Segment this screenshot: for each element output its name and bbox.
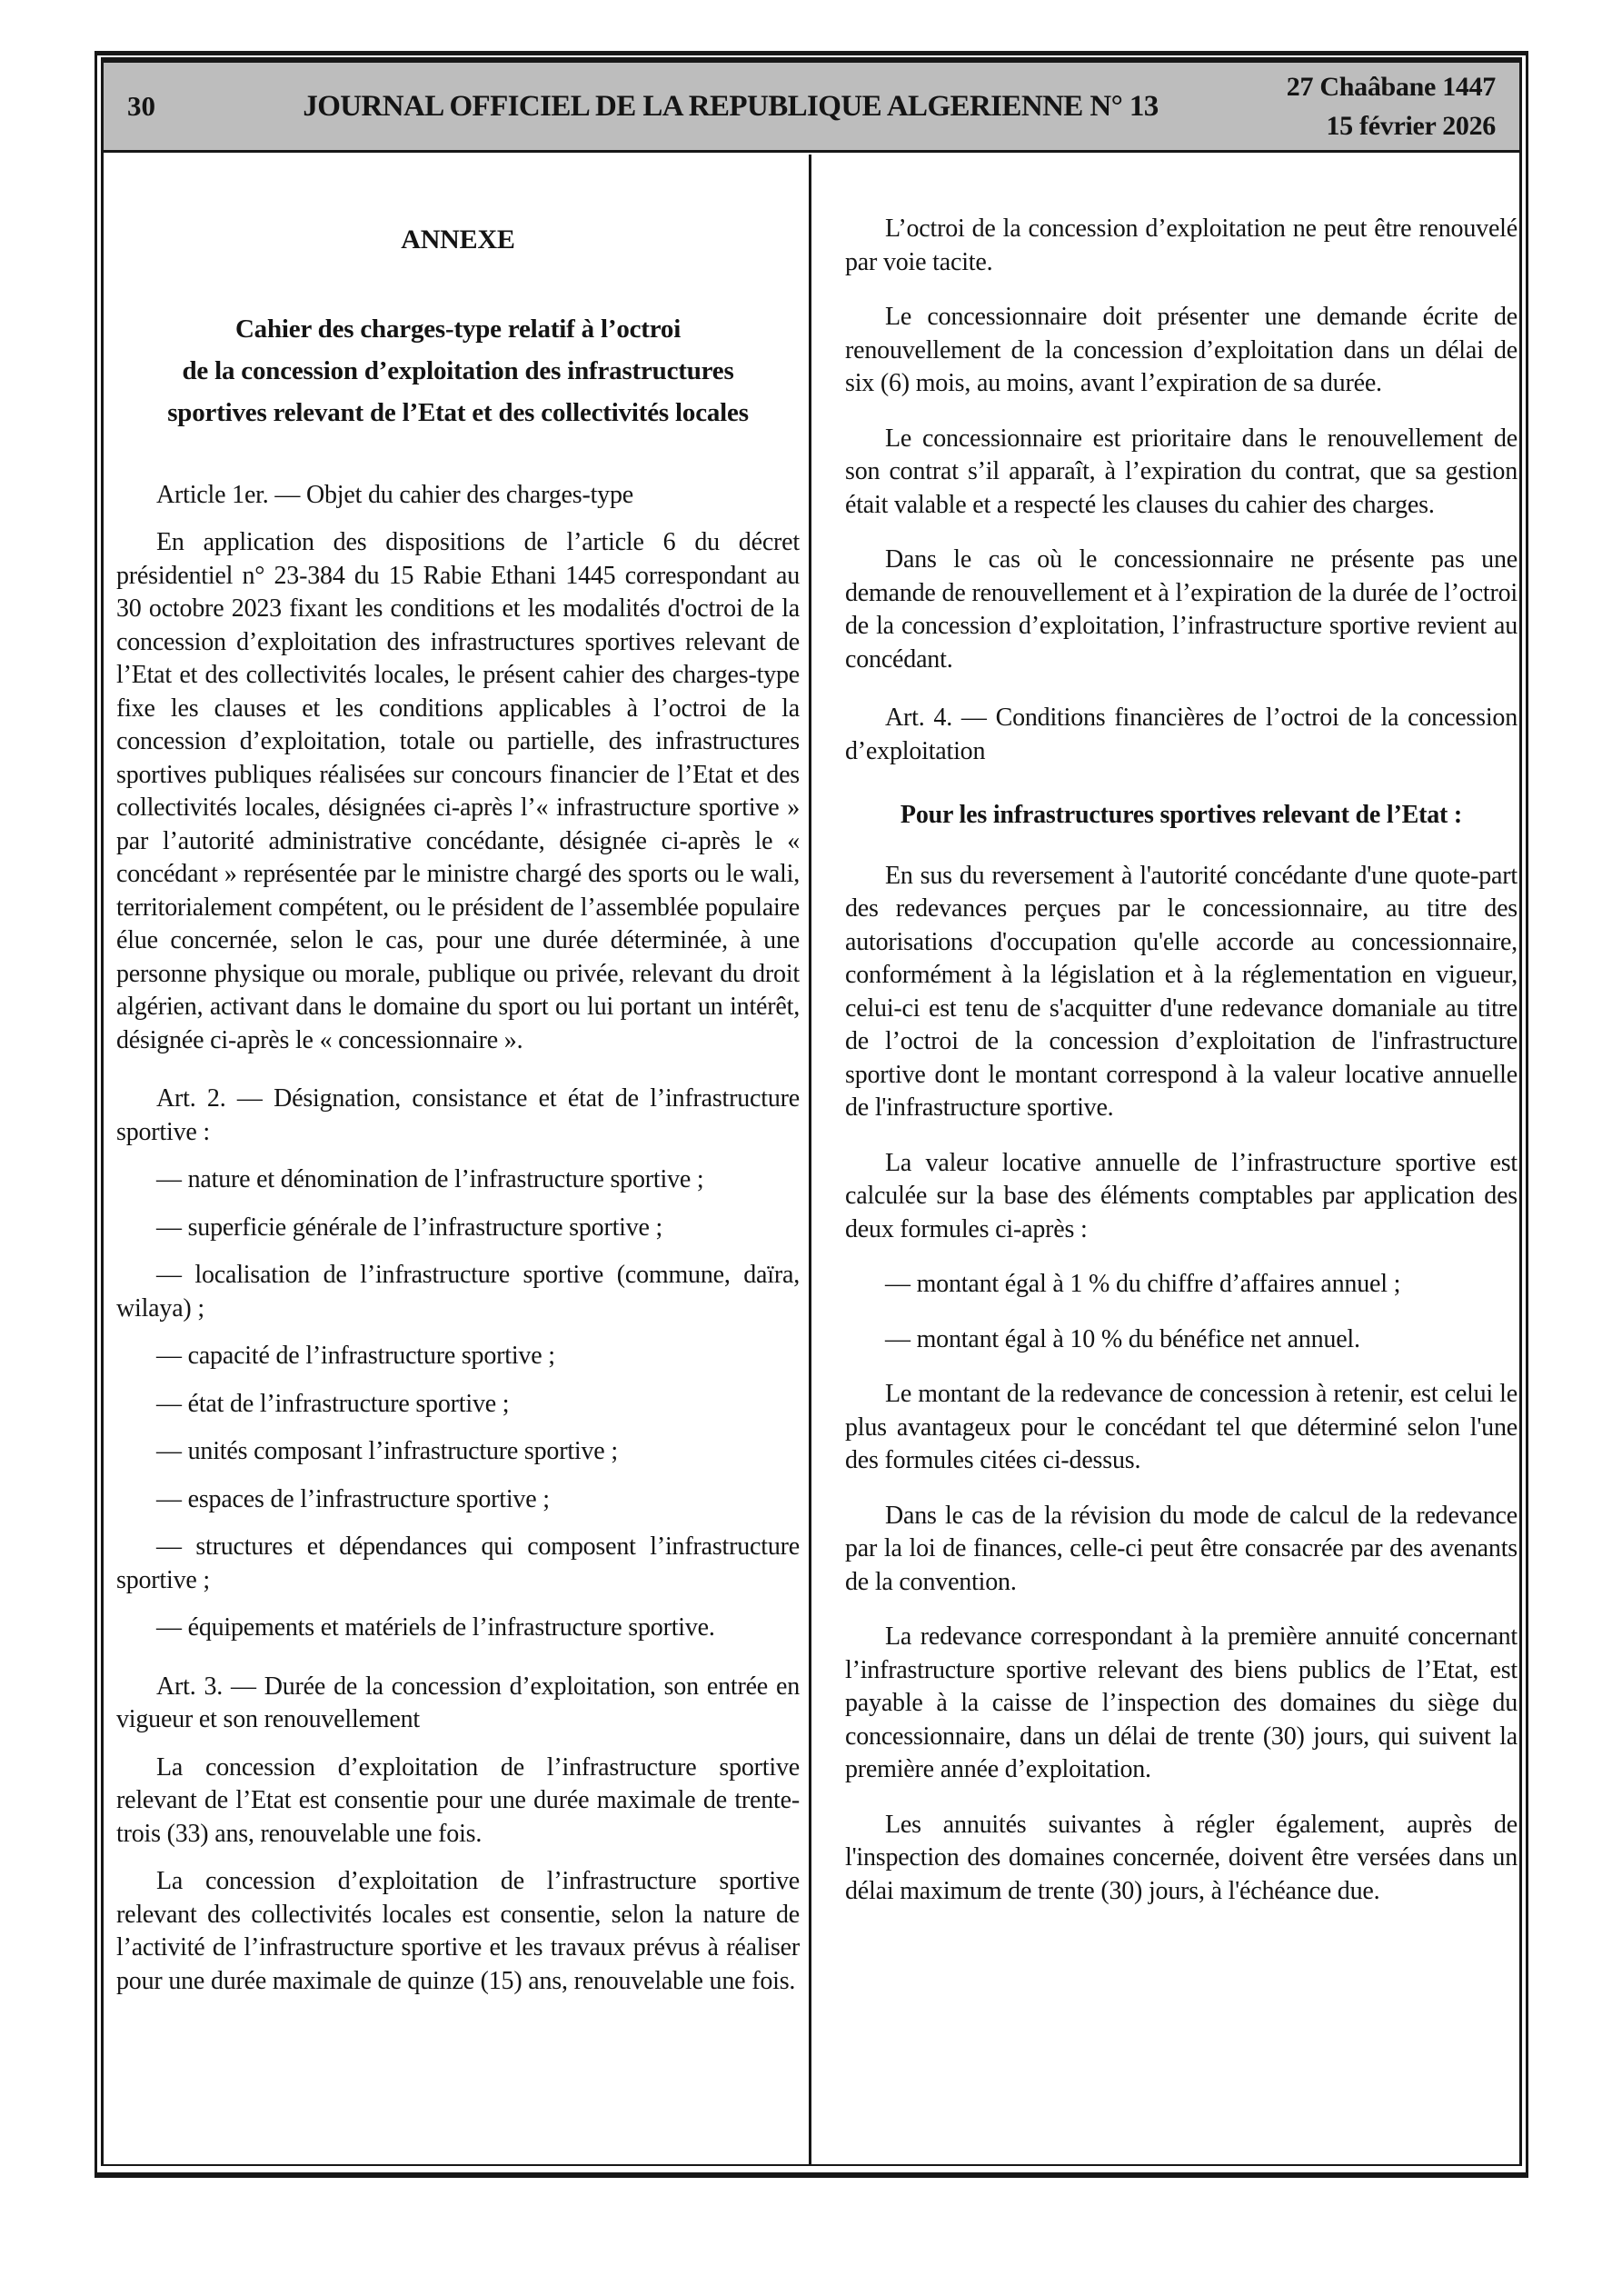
date-hijri: 27 Chaâbane 1447 [1286,72,1496,102]
page-number: 30 [127,90,155,122]
paragraph: Les annuités suivantes à régler également, auprès de l'inspection des domaines concernée, doivent être versées dans un délai maximum de trente (30) jours, à l'échéance due. [845,1810,1518,1905]
list-item: — localisation de l’infrastructure sportive (commune, daïra, wilaya) ; [116,1261,800,1323]
list-item: — espaces de l’infrastructure sportive ; [156,1484,550,1513]
list-item: — montant égal à 10 % du bénéfice net annuel. [885,1324,1360,1353]
document-title-line: sportives relevant de l’Etat et des collectivités locales [167,397,749,427]
right-column [845,156,1518,2164]
paragraph: En sus du reversement à l'autorité concédante d'une quote-part des redevances perçues par le concessionnaire, au titre des autorisations d'occupation qu'elle accorde au concessionnaire, conformément à la législation et à la réglementation en vigueur, celui-ci est tenu de s'acquitter d'une redevance domaniale au titre de l’octroi de la concession d’exploitation de l'infrastructure sportive dont le montant correspond à la valeur locative annuelle de l'infrastructure sportive. [845,861,1518,1122]
article-4-heading: Art. 4. — Conditions financières de l’octroi de la concession d’exploitation [845,704,1518,765]
article-2-heading: Art. 2. — Désignation, consistance et état de l’infrastructure sportive : [116,1084,800,1146]
document-title-line: de la concession d’exploitation des infrastructures [182,355,734,385]
list-item: — montant égal à 1 % du chiffre d’affaires annuel ; [885,1270,1401,1298]
paragraph: Dans le cas où le concessionnaire ne présente pas une demande de renouvellement et à l’expiration de la durée de l’octroi de la concession d’exploitation, l’infrastructure sportive revient au concédant. [845,545,1518,674]
list-item: — structures et dépendances qui composent l’infrastructure sportive ; [116,1532,800,1594]
paragraph: La redevance correspondant à la première annuité concernant l’infrastructure sportive relevant des biens publics de l’Etat, est payable à la caisse de l’inspection des domaines du siège du concessionnaire, dans un délai de trente (30) jours, qui suivent la première année d’exploitation. [845,1622,1518,1783]
subheading-etat: Pour les infrastructures sportives relevant de l’Etat : [900,801,1463,829]
list-item: — unités composant l’infrastructure sportive ; [156,1437,618,1465]
document-title-line: Cahier des charges-type relatif à l’octroi [234,314,682,344]
page-header [101,60,1522,153]
paragraph: La concession d’exploitation de l’infrastructure sportive relevant des collectivités locales est consentie, selon la nature de l’activité de l’infrastructure sportive et les travaux prévus à réaliser pour une durée maximale de quinze (15) ans, renouvelable une fois. [116,1867,800,1995]
paragraph: Le concessionnaire est prioritaire dans le renouvellement de son contrat s’il apparaît, à l’expiration du contrat, que sa gestion était valable et a respecté les clauses du cahier des charges. [845,424,1518,519]
annexe-heading: ANNEXE [401,225,515,255]
list-item: — superficie générale de l’infrastructure sportive ; [156,1213,663,1242]
paragraph: Le montant de la redevance de concession à retenir, est celui le plus avantageux pour le concédant tel que déterminé selon l'une des formules citées ci-dessus. [845,1380,1518,1474]
list-item: — équipements et matériels de l’infrastructure sportive. [156,1613,715,1642]
article-3-heading: Art. 3. — Durée de la concession d’exploitation, son entrée en vigueur et son renouvellement [116,1672,800,1733]
article-1-heading: Article 1er. — Objet du cahier des charges-type [156,480,633,509]
page-content [116,156,1518,2164]
header-dates [1261,67,1496,145]
date-gregorian: 15 février 2026 [1326,111,1496,141]
paragraph: La valeur locative annuelle de l’infrastructure sportive est calculée sur la base des éléments comptables par application des deux formules ci-après : [845,1148,1518,1243]
left-column [116,156,800,2164]
paragraph: La concession d’exploitation de l’infrastructure sportive relevant de l’Etat est consentie pour une durée maximale de trente-trois (33) ans, renouvelable une fois. [116,1752,800,1848]
list-item: — état de l’infrastructure sportive ; [156,1389,510,1418]
journal-title: JOURNAL OFFICIEL DE LA REPUBLIQUE ALGERIENNE N° 13 [303,89,1159,123]
paragraph: L’octroi de la concession d’exploitation ne peut être renouvelé par voie tacite. [845,215,1518,276]
paragraph: Dans le cas de la révision du mode de calcul de la redevance par la loi de finances, celle-ci peut être consacrée par des avenants de la convention. [845,1501,1518,1596]
document-title [116,308,800,434]
list-item: — nature et dénomination de l’infrastructure sportive ; [156,1165,704,1193]
paragraph: En application des dispositions de l’article 6 du décret présidentiel n° 23-384 du 15 Rabie Ethani 1445 correspondant au 30 octobre 2023 fixant les conditions et les modalités d'octroi de la concession d’exploitation des infrastructures sportives relevant de l’Etat et des collectivités locales, le présent cahier des charges-type fixe les clauses et les conditions applicables à l’octroi de la concession d’exploitation, totale ou partielle, des infrastructures sportives publiques réalisées sur concours financier de l’Etat et des collectivités locales, désignées ci-après l’« infrastructure sportive » par l’autorité administrative concédante, désignée ci-après le « concédant » représentée par le ministre chargé des sports ou le wali, territorialement compétent, ou le président de l’assemblée populaire élue concernée, selon le cas, pour une durée déterminée, à une personne physique ou morale, publique ou privée, relevant du droit algérien, activant dans le domaine du sport ou lui portant un intérêt, désignée ci-après le « concessionnaire ». [116,528,800,1054]
list-item: — capacité de l’infrastructure sportive ; [156,1342,555,1370]
paragraph: Le concessionnaire doit présenter une demande écrite de renouvellement de la concession d’exploitation dans un délai de six (6) mois, au moins, avant l’expiration de sa durée. [845,303,1518,397]
